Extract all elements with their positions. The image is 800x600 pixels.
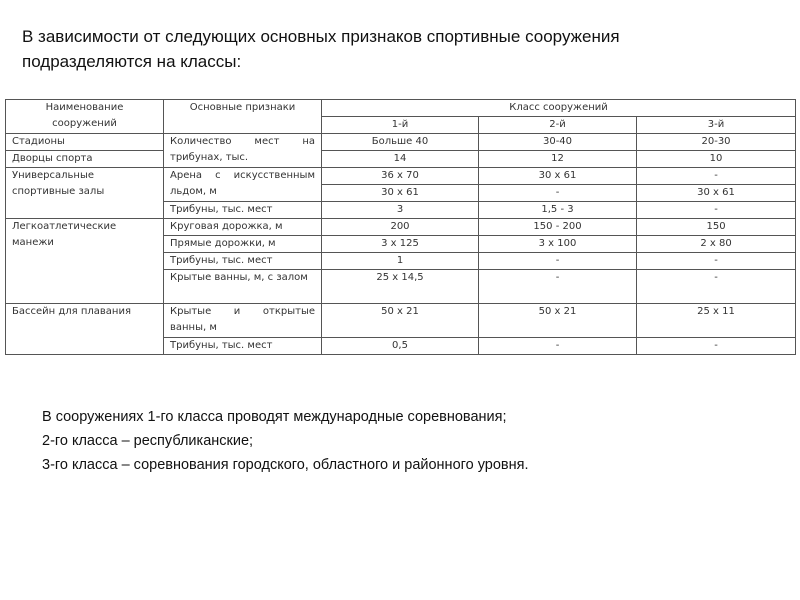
value-class-3: -: [637, 168, 796, 185]
value-class-1: 1: [322, 253, 479, 270]
value-class-2: -: [479, 270, 637, 304]
value-class-2: 1,5 - 3: [479, 202, 637, 219]
value-class-1: 200: [322, 219, 479, 236]
value-class-2: -: [479, 338, 637, 355]
value-class-2: -: [479, 253, 637, 270]
feature: Крытые и открытые ванны, м: [164, 304, 322, 338]
header-name: Наименование сооружений: [6, 100, 164, 134]
table-row: [6, 219, 796, 236]
value-class-3: 25 x 11: [637, 304, 796, 338]
feature: Прямые дорожки, м: [164, 236, 322, 253]
value-class-2: 50 x 21: [479, 304, 637, 338]
feature: Количество мест на трибунах, тыс.: [164, 134, 322, 168]
value-class-3: 20-30: [637, 134, 796, 151]
outro-line-2: 2-го класса – республиканские;: [42, 433, 254, 449]
outro-line-1: В сооружениях 1-го класса проводят международные соревнования;: [42, 409, 507, 425]
outro-text: [42, 405, 529, 477]
header-class-3: 3-й: [637, 117, 796, 134]
table-row: [6, 151, 796, 168]
sports-facilities-table: [5, 99, 796, 355]
value-class-3: 150: [637, 219, 796, 236]
intro-line-2: подразделяются на классы:: [22, 52, 242, 71]
table-row: [6, 134, 796, 151]
feature: Арена с искусственным льдом, м: [164, 168, 322, 202]
intro-line-1: В зависимости от следующих основных признаков спортивные сооружения: [22, 27, 620, 46]
facility-name: Стадионы: [6, 134, 164, 151]
header-class-1: 1-й: [322, 117, 479, 134]
facility-name: Легкоатлетические манежи: [6, 219, 164, 304]
value-class-2: -: [479, 185, 637, 202]
value-class-1: 25 x 14,5: [322, 270, 479, 304]
value-class-2: 150 - 200: [479, 219, 637, 236]
value-class-1: 36 x 70: [322, 168, 479, 185]
value-class-2: 12: [479, 151, 637, 168]
value-class-3: 10: [637, 151, 796, 168]
table-row: [6, 304, 796, 338]
header-features: Основные признаки: [164, 100, 322, 134]
facility-name: Универсальные спортивные залы: [6, 168, 164, 219]
feature: Крытые ванны, м, с залом: [164, 270, 322, 304]
value-class-1: 3 x 125: [322, 236, 479, 253]
value-class-1: 0,5: [322, 338, 479, 355]
value-class-1: Больше 40: [322, 134, 479, 151]
facility-name: Дворцы спорта: [6, 151, 164, 168]
value-class-1: 3: [322, 202, 479, 219]
value-class-3: 30 x 61: [637, 185, 796, 202]
feature: Трибуны, тыс. мест: [164, 202, 322, 219]
header-class: Класс сооружений: [322, 100, 796, 117]
value-class-2: 3 x 100: [479, 236, 637, 253]
feature: Трибуны, тыс. мест: [164, 253, 322, 270]
value-class-1: 30 x 61: [322, 185, 479, 202]
feature: Трибуны, тыс. мест: [164, 338, 322, 355]
facility-name: Бассейн для плавания: [6, 304, 164, 355]
value-class-3: 2 x 80: [637, 236, 796, 253]
value-class-1: 50 x 21: [322, 304, 479, 338]
table-row: [6, 168, 796, 185]
value-class-2: 30-40: [479, 134, 637, 151]
value-class-3: -: [637, 338, 796, 355]
intro-text: [22, 24, 782, 74]
value-class-3: -: [637, 202, 796, 219]
feature: Круговая дорожка, м: [164, 219, 322, 236]
header-class-2: 2-й: [479, 117, 637, 134]
outro-line-3: 3-го класса – соревнования городского, областного и районного уровня.: [42, 457, 529, 473]
value-class-3: -: [637, 253, 796, 270]
table-header-row: [6, 100, 796, 117]
value-class-2: 30 x 61: [479, 168, 637, 185]
value-class-3: -: [637, 270, 796, 304]
value-class-1: 14: [322, 151, 479, 168]
